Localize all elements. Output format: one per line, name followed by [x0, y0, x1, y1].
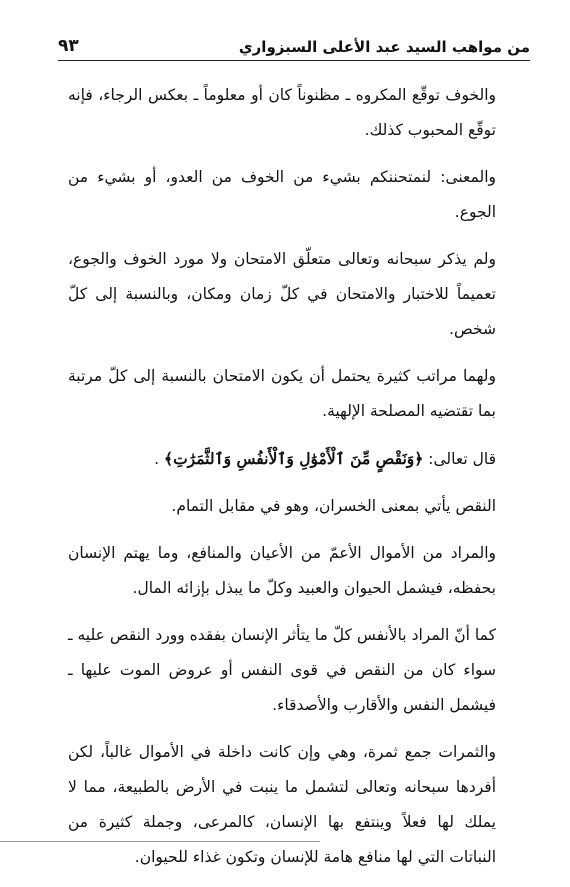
quote-prefix: قال تعالى: [423, 450, 496, 468]
paragraph: ولهما مراتب كثيرة يحتمل أن يكون الامتحان بالنسبة إلى كلّ مرتبة بما تقتضيه المصلحة الإلهية. [68, 367, 496, 420]
header-rule [58, 60, 530, 61]
quote-suffix: . [154, 450, 160, 468]
paragraph: كما أنّ المراد بالأنفس كلّ ما يتأثر الإنسان بفقده وورد النقص عليه ـ سواء كان من النقص في قوى النفس أو عروض الموت عليها ـ فيشمل النفس والأقارب والأصدقاء. [68, 626, 496, 714]
quran-verse: ﴿وَنَقْصٍ مِّنَ ٱلْأَمْوَٰلِ وَٱلْأَنفُسِ وَٱلثَّمَرَٰتِ﴾ [163, 449, 424, 468]
paragraph: والخوف توقّع المكروه ـ مظنوناً كان أو معلوماً ـ بعكس الرجاء، فإنه توقّع المحبوب كذلك. [68, 86, 496, 139]
paragraph: ولم يذكر سبحانه وتعالى متعلّق الامتحان ولا مورد الخوف والجوع، تعميماً للاختبار والامتحان في كلّ زمان ومكان، وبالنسبة إلى كلّ شخص. [68, 250, 496, 338]
paragraph: والمعنى: لنمتحننكم بشيء من الخوف من العدو، أو بشيء من الجوع. [68, 168, 496, 221]
page-number: ٩٣ [58, 36, 79, 56]
page-header [58, 26, 530, 56]
paragraph: النقص يأتي بمعنى الخسران، وهو في مقابل التمام. [171, 497, 496, 515]
page-body [68, 78, 496, 887]
bottom-edge-line [0, 841, 320, 842]
running-title: من مواهب السيد عبد الأعلى السبزواري [238, 38, 530, 56]
paragraph: والمراد من الأموال الأعمّ من الأعيان والمنافع، وما يهتم الإنسان بحفظه، فيشمل الحيوان والعبيد وكلّ ما يبذل بإزائه المال. [68, 544, 496, 597]
paragraph: والثمرات جمع ثمرة، وهي وإن كانت داخلة في الأموال غالباً، لكن أفردها سبحانه وتعالى لتشمل ما ينبت في الأرض بالطبيعة، مما لا يملك لها فعلاً وينتفع بها الإنسان، كالمرعى، وجملة كثيرة من النباتات التي لها منافع هامة للإنسان وتكون غذاء للحيوان. [68, 743, 496, 866]
quran-quote-paragraph [68, 441, 496, 477]
